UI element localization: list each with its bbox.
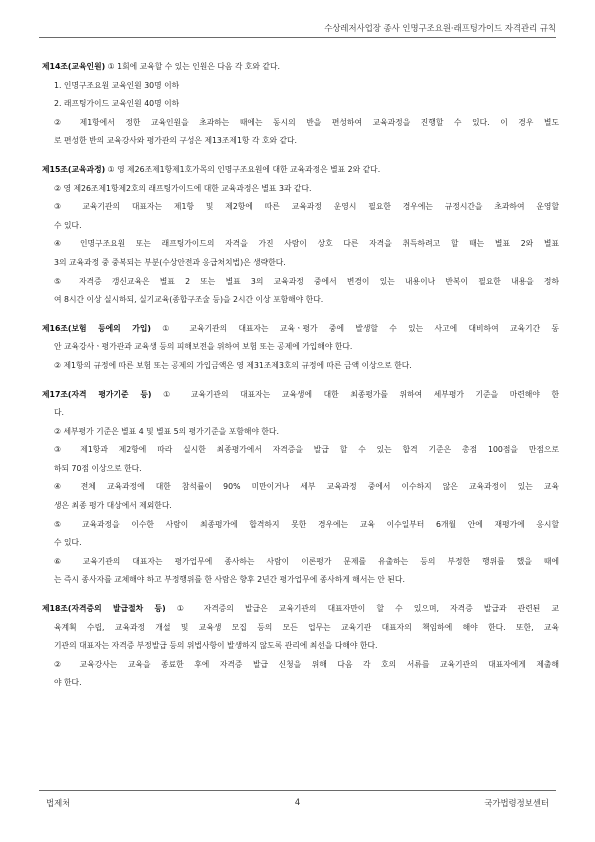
article-title: 제16조(보험 등에의 가입) bbox=[42, 323, 151, 333]
clause-text: ① 1회에 교육할 수 있는 인원은 다음 각 호와 같다. bbox=[107, 62, 280, 71]
clause-line: ④ 인명구조요원 또는 래프팅가이드의 자격을 가진 사람이 상호 다른 자격을 취득하려고 할 때는 별표 2와 별표 bbox=[54, 239, 559, 249]
footer-source: 법제처 bbox=[46, 798, 71, 808]
article-title: 제17조(자격 평가기준 등) bbox=[42, 389, 152, 399]
clause-line: ⑤ 자격증 갱신교육은 별표 2 또는 별표 3의 교육과정 중에서 변경이 있는 내용이나 반복이 필요한 내용을 정하 bbox=[54, 276, 559, 286]
clause-line: 는 즉시 종사자를 교체해야 하고 부정행위를 한 사람은 향후 2년간 평가업무에 종사하게 해서는 안 된다. bbox=[54, 575, 405, 585]
clause-line: ② 영 제26조제1항제2호의 래프팅가이드에 대한 교육과정은 별표 3과 같다. bbox=[54, 183, 312, 193]
clause-line: 여 8시간 이상 실시하되, 실기교육(종합구조술 등)을 2시간 이상 포함해야 한다. bbox=[54, 295, 324, 305]
clause-line: 기관의 대표자는 자격증 부정발급 등의 위법사항이 발생하지 않도록 관리에 최선을 다해야 한다. bbox=[54, 641, 378, 651]
article-14 bbox=[42, 58, 559, 151]
clause-line: ② 제1항에서 정한 교육인원을 초과하는 때에는 동시의 반을 편성하여 교육과정을 진행할 수 있다. 이 경우 별도 bbox=[54, 117, 559, 127]
article-title: 제14조(교육인원) bbox=[42, 62, 106, 71]
clause-line: ② 제1항의 규정에 따른 보험 또는 공제의 가입금액은 영 제31조제3호의 규정에 따른 금액 이상으로 한다. bbox=[54, 360, 412, 370]
page-header: 수상레저사업장 종사 인명구조요원·래프팅가이드 자격관리 규칙 bbox=[324, 23, 556, 33]
clause-line: 1. 인명구조요원 교육인원 30명 이하 bbox=[54, 80, 180, 90]
article-15 bbox=[42, 161, 559, 310]
article-16 bbox=[42, 320, 559, 376]
clause-line: ⑥ 교육기관의 대표자는 평가업무에 종사하는 사람이 이론평가 문제를 유출하는 등의 부정한 행위를 했을 때에 bbox=[54, 556, 559, 566]
article-title: 제18조(자격증의 발급절차 등) bbox=[42, 604, 166, 614]
article-first-line bbox=[42, 600, 559, 619]
clause-line: 로 편성한 반의 교육강사와 평가관의 구성은 제13조제1항 각 호와 같다. bbox=[54, 136, 298, 146]
footer-publisher: 국가법령정보센터 bbox=[484, 798, 549, 808]
article-first-line bbox=[42, 320, 559, 339]
footer-divider bbox=[39, 790, 556, 791]
clause-line: 다. bbox=[54, 408, 65, 418]
document-body bbox=[42, 58, 559, 703]
clause-line: ② 세부평가 기준은 별표 4 및 별표 5의 평가기준을 포함해야 한다. bbox=[54, 426, 279, 436]
clause-line: ③ 제1항과 제2항에 따라 실시한 최종평가에서 자격증을 발급 할 수 있는 합격 기준은 총점 100점을 만점으로 bbox=[54, 445, 559, 455]
article-17 bbox=[42, 386, 559, 591]
article-first-line bbox=[42, 58, 559, 77]
clause-line: 수 있다. bbox=[54, 220, 82, 230]
clause-line: 수 있다. bbox=[54, 538, 82, 548]
clause-line: 생은 최종 평가 대상에서 제외한다. bbox=[54, 501, 172, 511]
clause-line: 육계획 수립, 교육과정 개설 및 교육생 모집 등의 모든 업무는 교육기관 대표자의 책임하에 해야 한다. 또한, 교육 bbox=[54, 622, 559, 632]
clause-line: ⑤ 교육과정을 이수한 사람이 최종평가에 합격하지 못한 경우에는 교육 이수일부터 6개월 안에 재평가에 응시할 bbox=[54, 519, 559, 529]
clause-line: ② 교육강사는 교육을 종료한 후에 자격증 발급 신청을 위해 다음 각 호의 서류를 교육기관의 대표자에게 제출해 bbox=[54, 659, 559, 669]
page-number: 4 bbox=[294, 797, 301, 807]
clause-line: 하되 70점 이상으로 한다. bbox=[54, 463, 142, 473]
clause-text: ① 자격증의 발급은 교육기관의 대표자만이 할 수 있으며, 자격증 발급과 관련된 교 bbox=[176, 604, 559, 614]
article-title: 제15조(교육과정) bbox=[42, 164, 106, 174]
article-first-line bbox=[42, 161, 559, 180]
clause-line: 야 한다. bbox=[54, 678, 82, 688]
header-divider bbox=[39, 37, 556, 38]
clause-line: 안 교육강사ㆍ평가관과 교육생 등의 피해보전을 위하여 보험 또는 공제에 가입해야 한다. bbox=[54, 342, 353, 352]
clause-text: ① 교육기관의 대표자는 교육생에 대한 최종평가를 위하여 세부평가 기준을 마련해야 한 bbox=[163, 389, 559, 399]
clause-line: ③ 교육기관의 대표자는 제1항 및 제2항에 따른 교육과정 운영시 필요한 경우에는 규정시간을 초과하여 운영할 bbox=[54, 202, 559, 212]
clause-line: 2. 래프팅가이드 교육인원 40명 이하 bbox=[54, 99, 180, 109]
clause-line: ④ 전체 교육과정에 대한 참석률이 90% 미만이거나 세부 교육과정 중에서 이수하지 않은 교육과정이 있는 교육 bbox=[54, 482, 559, 492]
article-18 bbox=[42, 600, 559, 693]
clause-text: ① 교육기관의 대표자는 교육ㆍ평가 중에 발생할 수 있는 사고에 대비하여 교육기간 동 bbox=[162, 323, 559, 333]
article-first-line bbox=[42, 386, 559, 405]
clause-text: ① 영 제26조제1항제1호가목의 인명구조요원에 대한 교육과정은 별표 2와 같다. bbox=[107, 164, 381, 174]
clause-line: 3의 교육과정 중 중복되는 부분(수상안전과 응급처치법)은 생략한다. bbox=[54, 257, 286, 267]
